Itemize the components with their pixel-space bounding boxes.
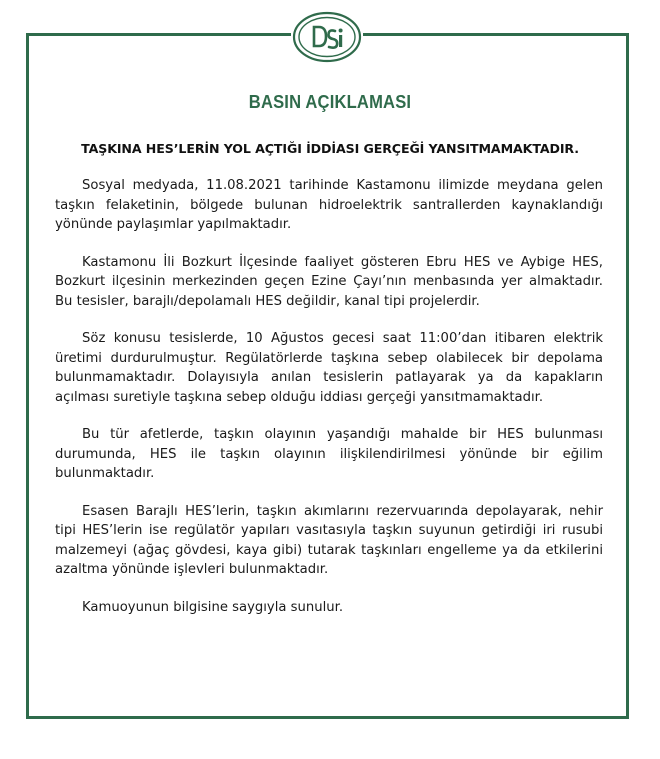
dsi-logo-emblem bbox=[291, 10, 363, 64]
paragraph: Esasen Barajlı HES’lerin, taşkın akımlarını rezervuarında depolayarak, nehir tipi HES’lerin ise regülatör yapıları vasıtasıyla taşkın suyunun getirdiği iri rusubi malzemeyi (ağaç gövdesi, kaya gibi) tutarak taşkınları engelleme ya da etkilerini azaltma yönünde işlevleri bulunmaktadır. bbox=[55, 503, 603, 577]
closing-line: Kamuoyunun bilgisine saygıyla sunulur. bbox=[82, 599, 344, 615]
statement-body bbox=[55, 176, 603, 635]
page-title: BASIN AÇIKLAMASI bbox=[248, 92, 412, 112]
headline: TAŞKINA HES’LERİN YOL AÇTIĞI İDDİASI GERÇEĞİ YANSITMAMAKTADIR. bbox=[81, 141, 579, 156]
paragraph: Sosyal medyada, 11.08.2021 tarihinde Kastamonu ilimizde meydana gelen taşkın felaketinin, bölgede bulunan hidroelektrik santrallerden kaynaklandığı yönünde paylaşımlar yapılmaktadır. bbox=[55, 178, 603, 232]
paragraph: Bu tür afetlerde, taşkın olayının yaşandığı mahalde bir HES bulunması durumunda, HES ile taşkın olayının ilişkilendirilmesi yönünde bir eğilim bulunmaktadır. bbox=[55, 427, 603, 481]
paragraph: Kastamonu İli Bozkurt İlçesinde faaliyet gösteren Ebru HES ve Aybige HES, Bozkurt ilçesinin merkezinden geçen Ezine Çayı’nın menbasında yer almaktadır. Bu tesisler, barajlı/depolamalı HES değildir, kanal tipi projelerdir. bbox=[55, 254, 603, 309]
paragraph: Söz konusu tesislerde, 10 Ağustos gecesi saat 11:00’dan itibaren elektrik üretimi durdurulmuştur. Regülatörlerde taşkına sebep olabilecek bir depolama bulunmamaktadır. Dolayısıyla anılan tesislerin patlayarak ya da kapakların açılması suretiyle taşkına sebep olduğu iddiası gerçeği yansıtmamaktadır. bbox=[55, 331, 603, 405]
dsi-logo bbox=[291, 10, 363, 64]
